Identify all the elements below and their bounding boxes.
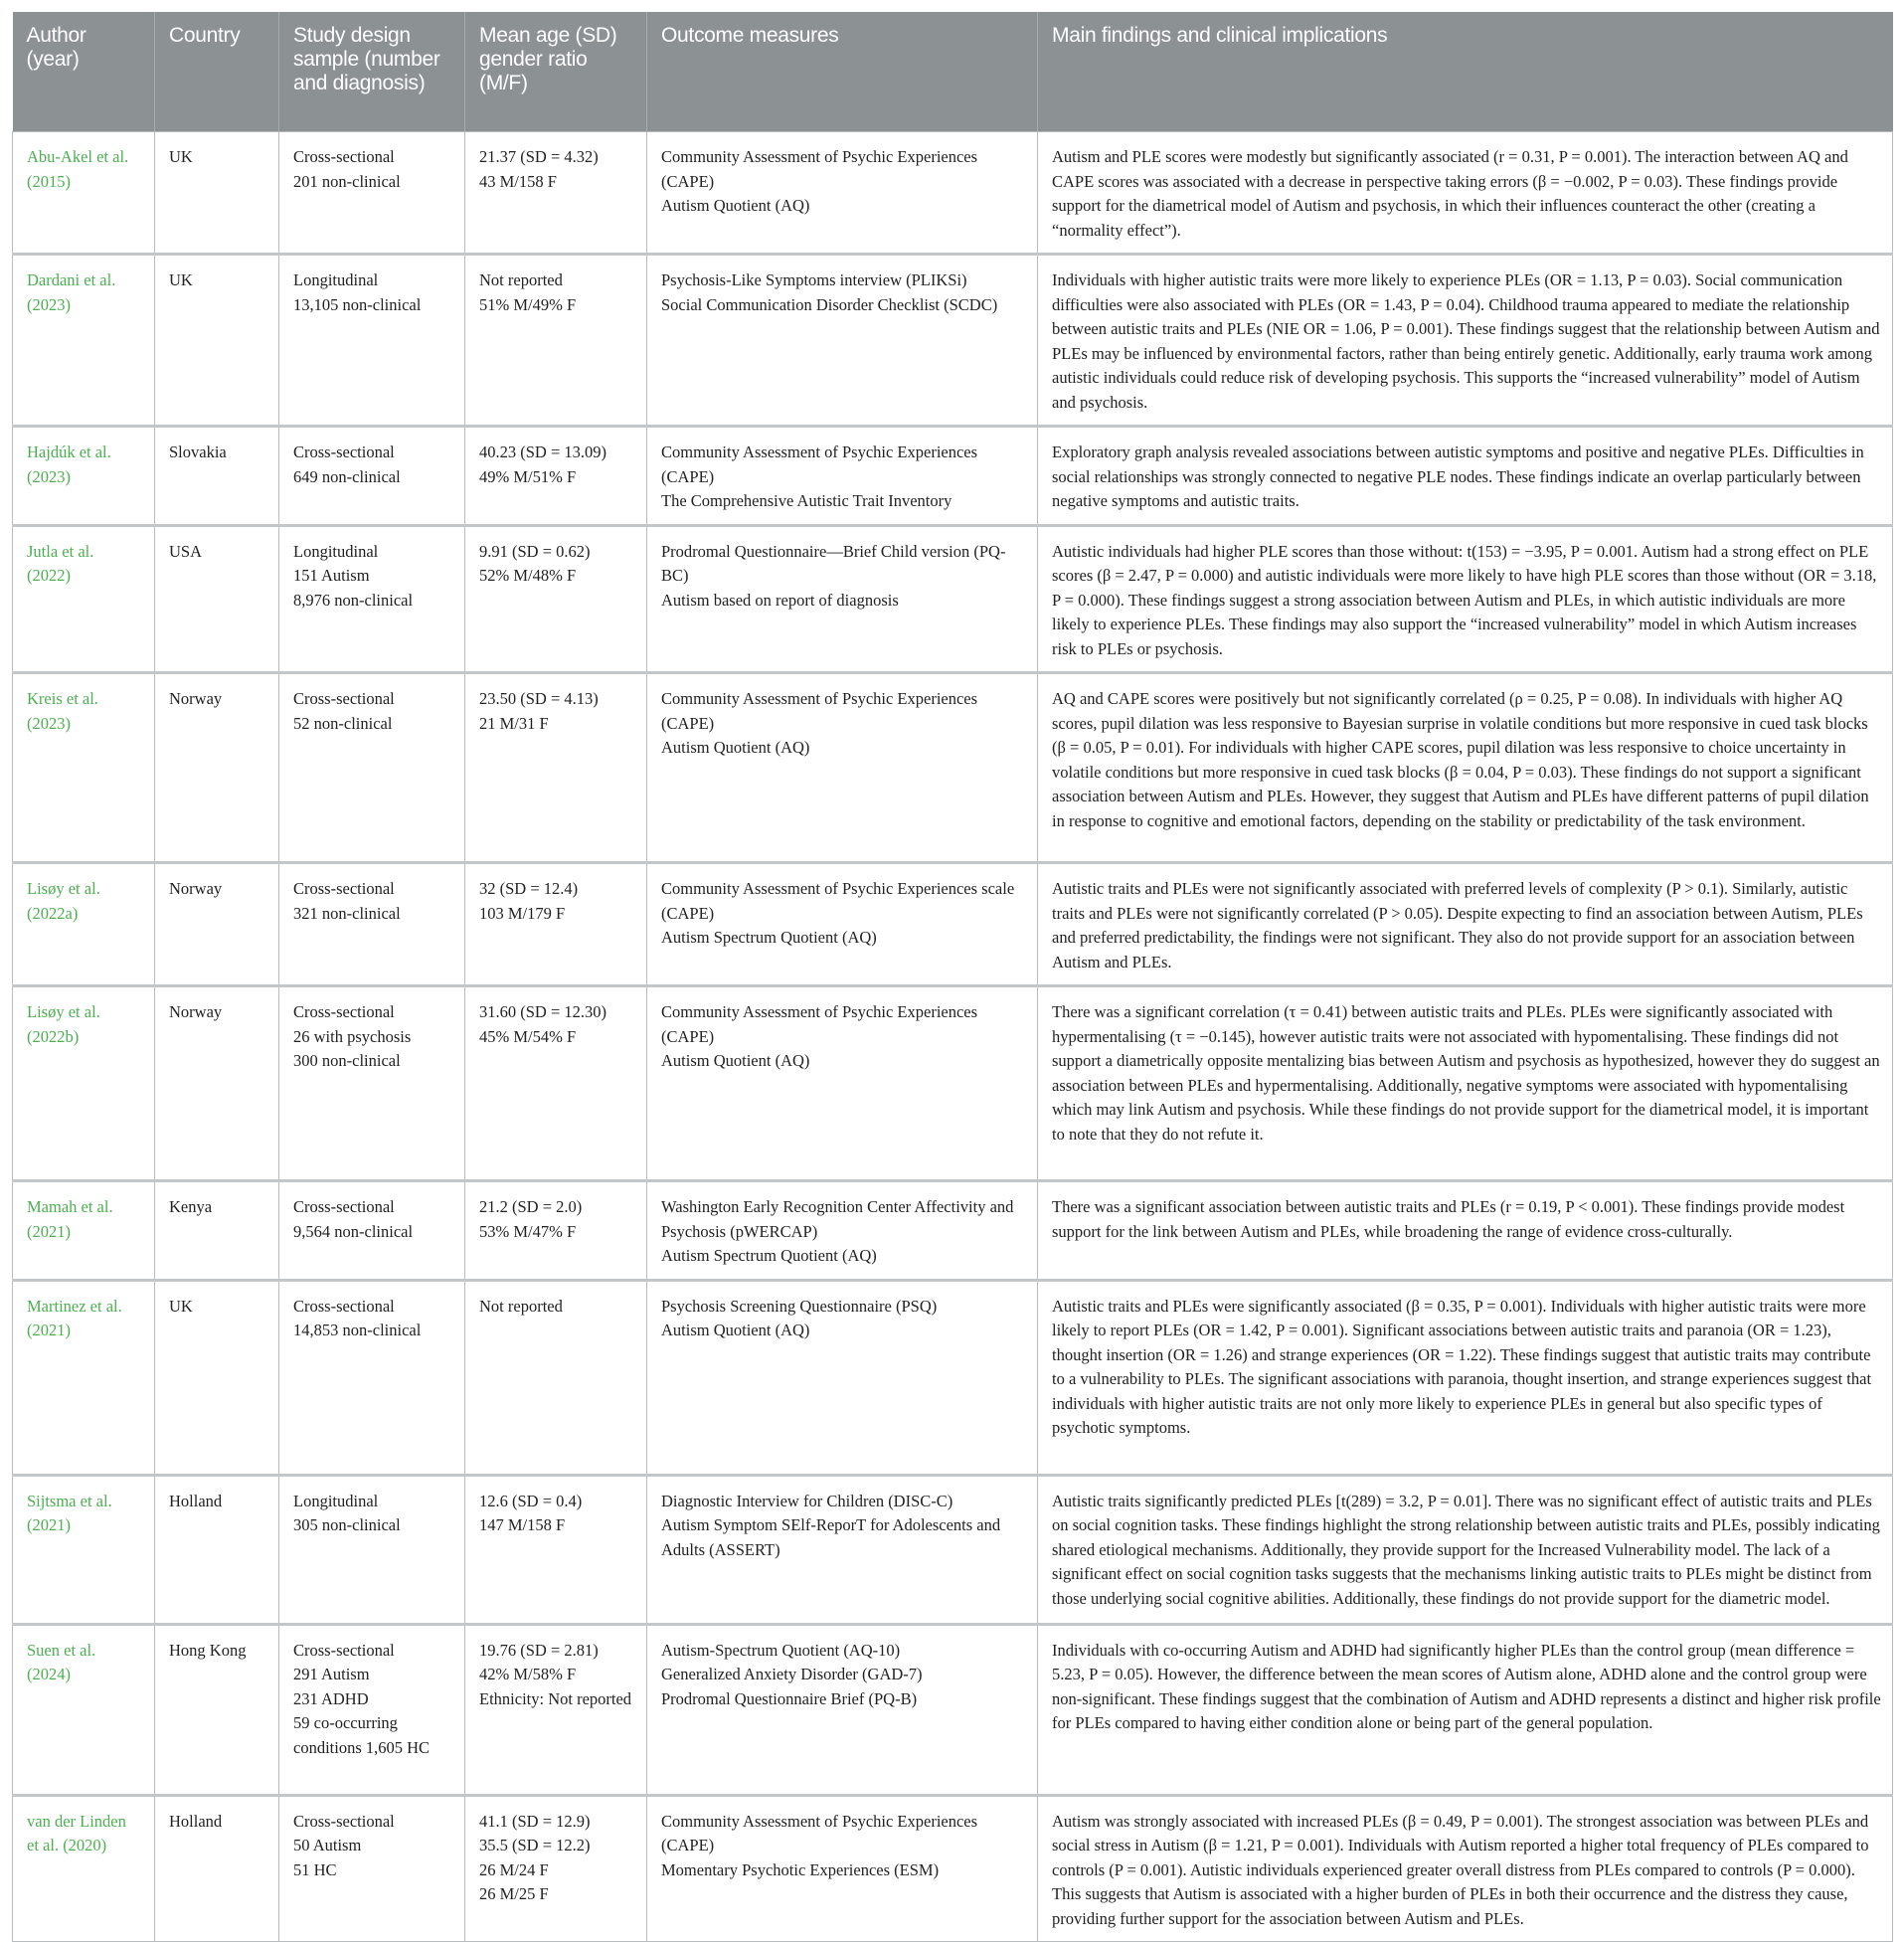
header-study-design: Study design sample (number and diagnosis): [279, 12, 465, 132]
cell-main-findings: [1038, 673, 1893, 863]
cell-country: [155, 1624, 279, 1795]
cell-outcome-measures: [647, 986, 1038, 1181]
mean-age-line: 53% M/47% F: [479, 1221, 577, 1241]
cell-country: [155, 986, 279, 1181]
mean-age-line: Not reported: [479, 270, 563, 289]
study-design-line: 201 non-clinical: [293, 171, 401, 191]
mean-age-line: 26 M/25 F: [479, 1884, 549, 1903]
cell-study-design: [279, 863, 465, 986]
cell-main-findings: [1038, 1475, 1893, 1624]
study-design-line: 300 non-clinical: [293, 1051, 401, 1070]
cell-mean-age: [465, 673, 647, 863]
outcome-measure-line: Diagnostic Interview for Children (DISC-C): [661, 1491, 953, 1510]
study-design-line: Cross-sectional: [293, 1002, 395, 1021]
study-design-line: 51 HC: [293, 1859, 337, 1879]
study-design-line: Longitudinal: [293, 270, 379, 289]
mean-age-line: 32 (SD = 12.4): [479, 879, 579, 898]
table-row: [13, 986, 1893, 1181]
outcome-measure-line: Prodromal Questionnaire—Brief Child version (PQ-BC): [661, 541, 1006, 585]
cell-study-design: [279, 986, 465, 1181]
study-design-line: 231 ADHD: [293, 1688, 369, 1708]
mean-age-line: 40.23 (SD = 13.09): [479, 442, 607, 461]
study-design-line: Longitudinal: [293, 1491, 379, 1510]
country-text: Kenya: [169, 1197, 213, 1216]
mean-age-line: 45% M/54% F: [479, 1026, 577, 1046]
cell-author: [13, 1795, 155, 1942]
author-citation-link[interactable]: van der Linden et al. (2020): [27, 1811, 126, 1854]
outcome-measure-line: Community Assessment of Psychic Experiences scale (CAPE): [661, 879, 1015, 923]
country-text: Norway: [169, 689, 223, 708]
country-text: Norway: [169, 879, 223, 898]
outcome-measure-line: Autism Quotient (AQ): [661, 738, 810, 757]
outcome-measure-line: Momentary Psychotic Experiences (ESM): [661, 1859, 940, 1879]
country-text: UK: [169, 270, 193, 289]
header-outcome-measures: Outcome measures: [647, 12, 1038, 132]
study-design-line: 291 Autism: [293, 1665, 370, 1683]
cell-mean-age: [465, 1181, 647, 1281]
cell-country: [155, 673, 279, 863]
findings-text: There was a significant association between autistic traits and PLEs (r = 0.19, P < 0.001). These findings provide modest support for the link between Autism and PLEs, while broadening the range of evidence cross-culturally.: [1052, 1197, 1845, 1241]
findings-text: Individuals with higher autistic traits were more likely to experience PLEs (OR = 1.13, P = 0.03). Social communication difficulties were also associated with PLEs (OR = 1.43, P = 0.04). Childhood trauma appeared to mediate the relationship between autistic traits and PLEs (NIE OR = 1.06, P = 0.001). These findings suggest that the relationship between Autism and PLEs may be influenced by environmental factors, rather than being entirely genetic. Additionally, early trauma work among autistic individuals could reduce risk of developing psychosis. This supports the “increased vulnerability” model of Autism and psychosis.: [1052, 270, 1880, 412]
mean-age-line: 51% M/49% F: [479, 294, 577, 314]
cell-mean-age: [465, 132, 647, 255]
study-design-line: 649 non-clinical: [293, 466, 401, 486]
cell-outcome-measures: [647, 1795, 1038, 1942]
study-design-line: 321 non-clinical: [293, 903, 401, 923]
cell-author: [13, 1181, 155, 1281]
studies-table: [12, 12, 1893, 1942]
outcome-measure-line: The Comprehensive Autistic Trait Inventory: [661, 491, 952, 510]
study-design-line: Cross-sectional: [293, 147, 395, 166]
cell-main-findings: [1038, 1624, 1893, 1795]
cell-author: [13, 427, 155, 526]
table-row: [13, 525, 1893, 673]
cell-main-findings: [1038, 1280, 1893, 1475]
findings-text: Exploratory graph analysis revealed associations between autistic symptoms and positive and negative PLEs. Difficulties in social relationships was strongly connected to negative PLE nodes. These findings indicate an overlap particularly between negative symptoms and autistic traits.: [1052, 442, 1864, 510]
study-design-line: 14,853 non-clinical: [293, 1321, 422, 1339]
cell-country: [155, 427, 279, 526]
cell-study-design: [279, 132, 465, 255]
cell-mean-age: [465, 986, 647, 1181]
findings-text: Autistic individuals had higher PLE scores than those without: t(153) = −3.95, P = 0.001. Autism had a strong effect on PLE scores (β = 2.47, P = 0.000) and autistic individuals were more likely to have high PLE scores than those without (OR = 3.18, P = 0.000). These findings suggest a strong association between Autism and PLEs, in which autistic individuals are more likely to experience PLEs. These findings may also support the “increased vulnerability” model in which Autism increases risk to PLEs or psychosis.: [1052, 541, 1877, 658]
mean-age-line: 42% M/58% F: [479, 1665, 577, 1683]
mean-age-line: 12.6 (SD = 0.4): [479, 1491, 583, 1510]
header-author: Author (year): [13, 12, 155, 132]
mean-age-line: 31.60 (SD = 12.30): [479, 1002, 607, 1021]
cell-study-design: [279, 673, 465, 863]
findings-text: There was a significant correlation (τ = 0.41) between autistic traits and PLEs. PLEs were significantly associated with hypermentalising (τ = −0.145), however autistic traits were not associated with hypomentalising. These findings did not support a diametrically opposite mentalizing bias between Autism and psychosis as hypothesized, however they do suggest an association between PLEs and hypermentalising. Additionally, negative symptoms were associated with hypomentalising which may link Autism and psychosis. While these findings do not provide support for the diametrical model, it is important to note that they do not refute it.: [1052, 1002, 1880, 1144]
table-row: [13, 673, 1893, 863]
cell-outcome-measures: [647, 863, 1038, 986]
table-row: [13, 1475, 1893, 1624]
findings-text: Autism and PLE scores were modestly but significantly associated (r = 0.31, P = 0.001). The interaction between AQ and CAPE scores was associated with a decrease in perspective taking errors (β = −0.002, P = 0.03). These findings provide support for the diametrical model of Autism and psychosis, in which their influences counteract the other (creating a “normality effect”).: [1052, 147, 1848, 240]
study-design-line: 151 Autism: [293, 566, 370, 585]
cell-outcome-measures: [647, 1475, 1038, 1624]
study-design-line: Cross-sectional: [293, 879, 395, 898]
findings-text: Autism was strongly associated with increased PLEs (β = 0.49, P = 0.001). The strongest association was between PLEs and social stress in Autism (β = 1.21, P = 0.001). Individuals with Autism reported a higher total frequency of PLEs compared to controls (P = 0.001). Autistic individuals experienced greater overall distress from PLEs compared to controls (P = 0.000). This suggests that Autism is associated with a higher burden of PLEs in both their occurrence and the distress they cause, providing further support for the association between Autism and PLEs.: [1052, 1811, 1869, 1928]
mean-age-line: 43 M/158 F: [479, 171, 557, 191]
cell-author: [13, 525, 155, 673]
study-design-line: 52 non-clinical: [293, 713, 393, 733]
mean-age-line: 35.5 (SD = 12.2): [479, 1836, 591, 1854]
header-main-findings: Main findings and clinical implications: [1038, 12, 1893, 132]
mean-age-line: 103 M/179 F: [479, 903, 566, 923]
table-row: [13, 1795, 1893, 1942]
table-row: [13, 427, 1893, 526]
cell-outcome-measures: [647, 673, 1038, 863]
cell-mean-age: [465, 1795, 647, 1942]
study-design-line: Cross-sectional: [293, 442, 395, 461]
study-design-line: 9,564 non-clinical: [293, 1221, 414, 1241]
study-design-line: 13,105 non-clinical: [293, 294, 422, 314]
cell-author: [13, 132, 155, 255]
header-country: Country: [155, 12, 279, 132]
cell-author: [13, 255, 155, 427]
table-row: [13, 1181, 1893, 1281]
country-text: USA: [169, 541, 203, 561]
country-text: Norway: [169, 1002, 223, 1021]
outcome-measure-line: Prodromal Questionnaire Brief (PQ-B): [661, 1688, 918, 1708]
cell-study-design: [279, 1624, 465, 1795]
cell-main-findings: [1038, 132, 1893, 255]
cell-author: [13, 1475, 155, 1624]
cell-main-findings: [1038, 1795, 1893, 1942]
cell-author: [13, 986, 155, 1181]
findings-text: Autistic traits significantly predicted PLEs [t(289) = 3.2, P = 0.01]. There was no significant effect of autistic traits and PLEs on social cognition tasks. These findings highlight the strong relationship between autistic traits and PLEs, possibly indicating shared etiological mechanisms. Additionally, they provide support for the Increased Vulnerability model. The lack of a significant effect on social cognition tasks suggests that the mechanisms linking autistic traits to PLEs might be distinct from those underlying social cognitive abilities. Additionally, these findings do not provide support for the diametric model.: [1052, 1491, 1880, 1608]
cell-mean-age: [465, 525, 647, 673]
table-body: [13, 132, 1893, 1942]
cell-author: [13, 1624, 155, 1795]
cell-mean-age: [465, 427, 647, 526]
table-row: [13, 1624, 1893, 1795]
country-text: Holland: [169, 1491, 223, 1510]
cell-outcome-measures: [647, 132, 1038, 255]
study-design-line: 8,976 non-clinical: [293, 590, 414, 610]
study-design-line: Cross-sectional: [293, 1197, 395, 1216]
outcome-measure-line: Autism Spectrum Quotient (AQ): [661, 928, 877, 947]
outcome-measure-line: Autism-Spectrum Quotient (AQ-10): [661, 1640, 901, 1660]
author-citation-link[interactable]: Lisøy et al. (2022a): [27, 879, 100, 923]
cell-study-design: [279, 427, 465, 526]
study-design-line: 26 with psychosis: [293, 1026, 412, 1046]
table-row: [13, 255, 1893, 427]
mean-age-line: 23.50 (SD = 4.13): [479, 689, 599, 708]
outcome-measure-line: Autism Quotient (AQ): [661, 1051, 810, 1070]
cell-outcome-measures: [647, 427, 1038, 526]
cell-outcome-measures: [647, 1280, 1038, 1475]
author-citation-link[interactable]: Jutla et al. (2022): [27, 541, 94, 585]
cell-author: [13, 1280, 155, 1475]
table-header: [13, 12, 1893, 132]
mean-age-line: 147 M/158 F: [479, 1515, 566, 1534]
outcome-measure-line: Autism Quotient (AQ): [661, 196, 810, 215]
cell-author: [13, 863, 155, 986]
cell-study-design: [279, 1181, 465, 1281]
study-design-line: 59 co-occurring conditions 1,605 HC: [293, 1713, 431, 1757]
cell-study-design: [279, 1280, 465, 1475]
study-design-line: Cross-sectional: [293, 689, 395, 708]
study-design-line: Cross-sectional: [293, 1640, 395, 1660]
cell-country: [155, 1475, 279, 1624]
cell-mean-age: [465, 1624, 647, 1795]
cell-country: [155, 863, 279, 986]
cell-country: [155, 525, 279, 673]
findings-text: Individuals with co-occurring Autism and ADHD had significantly higher PLEs than the control group (mean difference = 5.23, P = 0.05). However, the difference between the mean scores of Autism alone, ADHD alone and the control group were non-significant. These findings suggest that the combination of Autism and ADHD represents a distinct and higher risk profile for PLEs compared to having either condition alone or being part of the general population.: [1052, 1640, 1881, 1732]
mean-age-line: 21 M/31 F: [479, 713, 549, 733]
outcome-measure-line: Autism Spectrum Quotient (AQ): [661, 1246, 877, 1265]
author-citation-link[interactable]: Kreis et al. (2023): [27, 689, 98, 733]
country-text: Hong Kong: [169, 1640, 247, 1660]
mean-age-line: Ethnicity: Not reported: [479, 1688, 632, 1708]
cell-main-findings: [1038, 255, 1893, 427]
study-design-line: Cross-sectional: [293, 1811, 395, 1831]
mean-age-line: 26 M/24 F: [479, 1859, 549, 1879]
cell-main-findings: [1038, 986, 1893, 1181]
cell-main-findings: [1038, 427, 1893, 526]
mean-age-line: 52% M/48% F: [479, 566, 577, 585]
outcome-measure-line: Community Assessment of Psychic Experiences (CAPE): [661, 1002, 978, 1046]
header-mean-age: Mean age (SD) gender ratio (M/F): [465, 12, 647, 132]
outcome-measure-line: Autism Symptom SElf-ReporT for Adolescents and Adults (ASSERT): [661, 1515, 1001, 1559]
outcome-measure-line: Psychosis Screening Questionnaire (PSQ): [661, 1296, 938, 1316]
findings-text: AQ and CAPE scores were positively but not significantly correlated (ρ = 0.25, P = 0.08). In individuals with higher AQ scores, pupil dilation was less responsive to Bayesian surprise in volatile conditions but more responsive in cued task blocks (β = 0.05, P = 0.01). For individuals with higher CAPE scores, pupil dilation was less responsive to choice uncertainty in volatile conditions but more responsive in cued task blocks (β = 0.04, P = 0.03). These findings do not support a significant association between Autism and PLEs. However, they suggest that Autism and PLEs have different patterns of pupil dilation in response to cognitive and emotional factors, depending on the stability or predictability of the task environment.: [1052, 689, 1869, 830]
cell-country: [155, 1181, 279, 1281]
author-citation-link[interactable]: Hajdúk et al. (2023): [27, 442, 111, 486]
mean-age-line: 21.37 (SD = 4.32): [479, 147, 599, 166]
cell-outcome-measures: [647, 255, 1038, 427]
outcome-measure-line: Washington Early Recognition Center Affectivity and Psychosis (pWERCAP): [661, 1197, 1014, 1241]
author-citation-link[interactable]: Dardani et al. (2023): [27, 270, 116, 314]
cell-main-findings: [1038, 863, 1893, 986]
outcome-measure-line: Community Assessment of Psychic Experiences (CAPE): [661, 1811, 978, 1854]
outcome-measure-line: Autism Quotient (AQ): [661, 1321, 810, 1339]
cell-study-design: [279, 1795, 465, 1942]
country-text: UK: [169, 1296, 193, 1316]
table-row: [13, 132, 1893, 255]
author-citation-link[interactable]: Suen et al. (2024): [27, 1640, 96, 1683]
cell-study-design: [279, 525, 465, 673]
cell-main-findings: [1038, 1181, 1893, 1281]
study-design-line: Longitudinal: [293, 541, 379, 561]
author-citation-link[interactable]: Sijtsma et al. (2021): [27, 1491, 112, 1534]
study-design-line: Cross-sectional: [293, 1296, 395, 1316]
country-text: Holland: [169, 1811, 223, 1831]
mean-age-line: Not reported: [479, 1296, 563, 1316]
table-row: [13, 1280, 1893, 1475]
cell-country: [155, 1795, 279, 1942]
cell-mean-age: [465, 255, 647, 427]
cell-outcome-measures: [647, 1624, 1038, 1795]
cell-study-design: [279, 255, 465, 427]
author-citation-link[interactable]: Abu-Akel et al. (2015): [27, 147, 129, 191]
cell-main-findings: [1038, 525, 1893, 673]
author-citation-link[interactable]: Martinez et al. (2021): [27, 1296, 122, 1339]
study-design-line: 305 non-clinical: [293, 1515, 401, 1534]
country-text: UK: [169, 147, 193, 166]
country-text: Slovakia: [169, 442, 227, 461]
cell-outcome-measures: [647, 1181, 1038, 1281]
author-citation-link[interactable]: Mamah et al. (2021): [27, 1197, 113, 1241]
mean-age-line: 41.1 (SD = 12.9): [479, 1811, 591, 1831]
header-row: [13, 12, 1893, 132]
outcome-measure-line: Generalized Anxiety Disorder (GAD-7): [661, 1665, 923, 1683]
cell-outcome-measures: [647, 525, 1038, 673]
cell-country: [155, 255, 279, 427]
cell-mean-age: [465, 1475, 647, 1624]
cell-country: [155, 132, 279, 255]
outcome-measure-line: Psychosis-Like Symptoms interview (PLIKSi): [661, 270, 967, 289]
outcome-measure-line: Community Assessment of Psychic Experiences (CAPE): [661, 689, 978, 733]
outcome-measure-line: Social Communication Disorder Checklist (SCDC): [661, 294, 998, 314]
mean-age-line: 21.2 (SD = 2.0): [479, 1197, 583, 1216]
outcome-measure-line: Community Assessment of Psychic Experiences (CAPE): [661, 147, 978, 191]
findings-text: Autistic traits and PLEs were significantly associated (β = 0.35, P = 0.001). Individuals with higher autistic traits were more likely to report PLEs (OR = 1.42, P = 0.001). Significant associations between autistic traits and paranoia (OR = 1.23), thought insertion (OR = 1.26) and strange experiences (OR = 1.22). These findings suggest that autistic traits may contribute to a vulnerability to PLEs. The significant associations with paranoia, thought insertion, and strange experiences suggest that individuals with higher autistic traits are not only more likely to experience PLEs in general but also specific types of psychotic symptoms.: [1052, 1296, 1872, 1437]
table-row: [13, 863, 1893, 986]
author-citation-link[interactable]: Lisøy et al. (2022b): [27, 1002, 100, 1046]
outcome-measure-line: Community Assessment of Psychic Experiences (CAPE): [661, 442, 978, 486]
cell-author: [13, 673, 155, 863]
mean-age-line: 9.91 (SD = 0.62): [479, 541, 591, 561]
cell-country: [155, 1280, 279, 1475]
study-design-line: 50 Autism: [293, 1836, 362, 1854]
outcome-measure-line: Autism based on report of diagnosis: [661, 590, 899, 610]
cell-mean-age: [465, 1280, 647, 1475]
mean-age-line: 19.76 (SD = 2.81): [479, 1640, 599, 1660]
mean-age-line: 49% M/51% F: [479, 466, 577, 486]
cell-study-design: [279, 1475, 465, 1624]
findings-text: Autistic traits and PLEs were not significantly associated with preferred levels of complexity (P > 0.1). Similarly, autistic traits and PLEs were not significantly correlated (P > 0.05). Despite expecting to find an association between Autism, PLEs and preferred predictability, the findings were not significant. They also do not provide support for an association between Autism and PLEs.: [1052, 879, 1863, 971]
cell-mean-age: [465, 863, 647, 986]
